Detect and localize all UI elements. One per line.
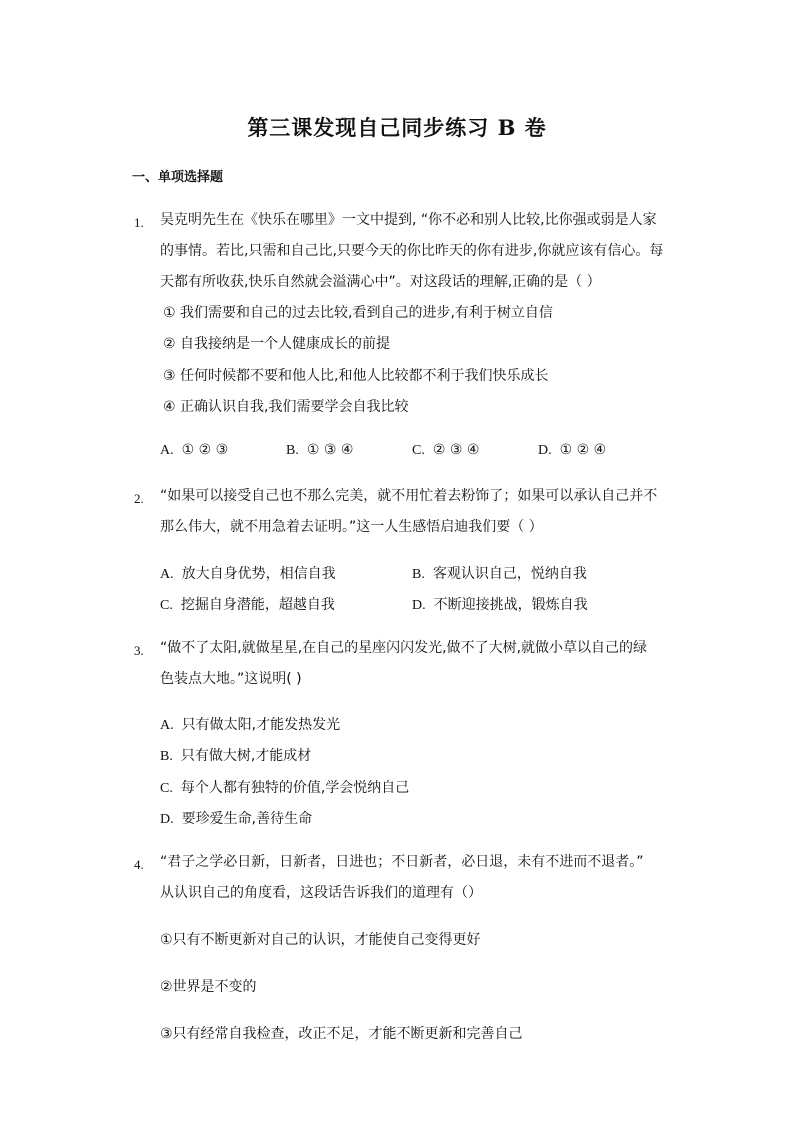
option-letter: D. [538,443,552,458]
option-text: 每个人都有独特的价值,学会悦纳自己 [180,780,410,796]
option-letter: D. [160,812,174,827]
option-a[interactable] [160,442,228,459]
option-text: ① ② ③ [181,442,229,458]
option-letter: D. [412,598,426,613]
statement: ① 我们需要和自己的过去比较,看到自己的进步,有利于树立自信 [163,305,553,321]
question-number: 2. [134,491,144,506]
option-letter: B. [286,443,299,458]
option-a[interactable] [160,714,340,734]
question-text: 的事情。若比,只需和自己比,只要今天的你比昨天的你有进步,你就应该有信心。每 [160,243,664,259]
option-c[interactable] [412,442,479,459]
option-text: 挖掘自身潜能，超越自我 [180,597,335,613]
question-text: 那么伟大，就不用急着去证明。”这一人生感悟启迪我们要（ ） [160,519,543,535]
question-number: 3. [134,643,144,658]
option-letter: C. [160,781,173,796]
option-letter: A. [160,718,174,733]
question-text: “君子之学必日新，日新者，日进也；不日新者，必日退，未有不进而不退者。” [160,854,644,870]
question-text: 吴克明先生在《快乐在哪里》一文中提到, “你不必和别人比较,比你强或弱是人家 [160,212,657,228]
page-title: 第三课发现自己同步练习 B 卷 [247,115,547,140]
option-c[interactable] [160,777,409,797]
option-text: 不断迎接挑战，锻炼自我 [433,597,588,613]
option-a[interactable] [160,563,336,583]
statement: ④ 正确认识自我,我们需要学会自我比较 [163,399,409,415]
section-heading: 一、单项选择题 [132,170,224,185]
option-b[interactable] [412,563,587,583]
option-text: ① ② ④ [559,442,607,458]
option-text: 放大自身优势，相信自我 [181,566,336,582]
option-letter: A. [160,443,174,458]
option-d[interactable] [412,594,588,614]
option-letter: B. [412,567,425,582]
question-text: 色装点大地。”这说明( ) [160,671,302,687]
statement: ②世界是不变的 [160,979,257,995]
option-text: ① ③ ④ [306,442,354,458]
option-d[interactable] [538,442,606,459]
question-text: “如果可以接受自己也不那么完美，就不用忙着去粉饰了；如果可以承认自己并不 [160,488,658,504]
option-d[interactable] [160,808,312,828]
option-text: 只有做太阳,才能发热发光 [181,717,341,733]
option-letter: B. [160,749,173,764]
option-c[interactable] [160,594,335,614]
statement: ③只有经常自我检查，改正不足，才能不断更新和完善自己 [160,1026,523,1042]
question-number: 1. [134,215,144,230]
option-letter: C. [412,443,425,458]
question-number: 4. [134,857,144,872]
option-b[interactable] [286,442,353,459]
question-text: 从认识自己的角度看，这段话告诉我们的道理有（） [160,885,482,901]
question-text: 天都有所收获,快乐自然就会溢满心中”。对这段话的理解,正确的是（ ） [160,274,601,290]
option-text: 只有做大树,才能成材 [180,748,312,764]
question-text: “做不了太阳,就做星星,在自己的星座闪闪发光,做不了大树,就做小草以自己的绿 [160,640,648,656]
option-b[interactable] [160,745,311,765]
option-text: 要珍爱生命,善待生命 [181,811,313,827]
statement: ①只有不断更新对自己的认识，才能使自己变得更好 [160,932,481,948]
statement: ② 自我接纳是一个人健康成长的前提 [163,336,391,352]
option-letter: A. [160,567,174,582]
option-text: ② ③ ④ [432,442,480,458]
statement: ③ 任何时候都不要和他人比,和他人比较都不利于我们快乐成长 [163,368,549,384]
option-text: 客观认识自己，悦纳自我 [432,566,587,582]
option-letter: C. [160,598,173,613]
